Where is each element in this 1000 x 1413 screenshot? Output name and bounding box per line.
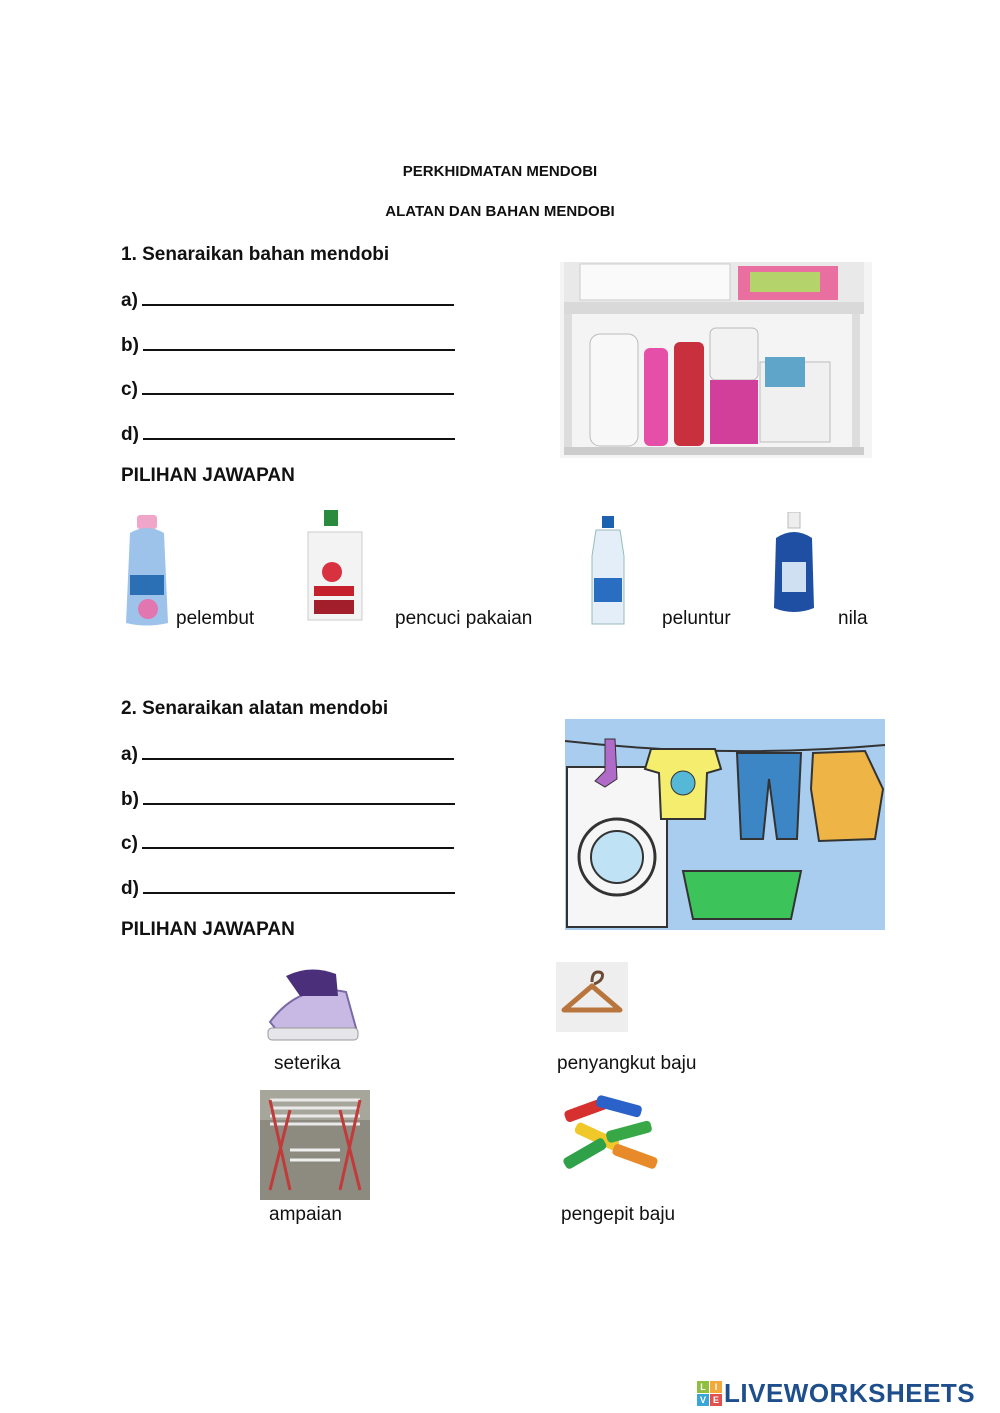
answer-line[interactable]: [143, 787, 455, 805]
laundry-shelf-image: [560, 262, 872, 458]
choice-pencuci-pakaian: pencuci pakaian: [395, 608, 533, 629]
answer-1d[interactable]: [121, 422, 455, 446]
choices-heading-2: PILIHAN JAWAPAN: [121, 919, 295, 940]
answer-line[interactable]: [142, 742, 454, 760]
answer-letter: b): [121, 789, 139, 810]
logo-letter: V: [697, 1394, 709, 1406]
answer-line[interactable]: [142, 288, 454, 306]
choices-heading-1: PILIHAN JAWAPAN: [121, 465, 295, 486]
logo-letter: I: [710, 1381, 722, 1393]
answer-2b[interactable]: [121, 787, 455, 811]
liveworksheets-brand: LIVEWORKSHEETS: [724, 1378, 976, 1408]
answer-letter: c): [121, 379, 138, 400]
choice-pelembut: pelembut: [176, 608, 255, 629]
answer-letter: d): [121, 878, 139, 899]
softener-bottle-icon: [122, 515, 172, 628]
choice-nila: nila: [838, 608, 868, 629]
answer-line[interactable]: [143, 333, 455, 351]
logo-letter: L: [697, 1381, 709, 1393]
logo-letter: E: [710, 1394, 722, 1406]
answer-line[interactable]: [142, 831, 454, 849]
laundry-illustration-image: [565, 719, 885, 930]
question-1-heading: 1. Senaraikan bahan mendobi: [121, 244, 390, 265]
answer-line[interactable]: [143, 876, 455, 894]
bleach-bottle-icon: [588, 516, 628, 628]
choice-ampaian: ampaian: [269, 1204, 342, 1225]
answer-letter: c): [121, 833, 138, 854]
choice-penyangkut-baju: penyangkut baju: [557, 1053, 697, 1074]
answer-1c[interactable]: [121, 377, 454, 401]
answer-letter: d): [121, 424, 139, 445]
worksheet-title: PERKHIDMATAN MENDOBI: [402, 163, 598, 180]
answer-letter: b): [121, 335, 139, 356]
detergent-bottle-icon: [304, 510, 366, 625]
answer-2d[interactable]: [121, 876, 455, 900]
answer-2c[interactable]: [121, 831, 454, 855]
answer-line[interactable]: [142, 377, 454, 395]
bluing-bottle-icon: [770, 512, 818, 616]
liveworksheets-watermark: [697, 1378, 975, 1409]
iron-icon: [260, 962, 360, 1044]
liveworksheets-logo: [697, 1381, 722, 1406]
drying-rack-icon: [260, 1090, 370, 1200]
clothes-pegs-icon: [556, 1092, 664, 1176]
clothes-hanger-icon: [556, 962, 628, 1032]
answer-line[interactable]: [143, 422, 455, 440]
answer-letter: a): [121, 744, 138, 765]
choice-peluntur: peluntur: [662, 608, 731, 629]
question-2-heading: 2. Senaraikan alatan mendobi: [121, 698, 389, 719]
choice-pengepit-baju: pengepit baju: [561, 1204, 676, 1225]
answer-letter: a): [121, 290, 138, 311]
worksheet-subtitle: ALATAN DAN BAHAN MENDOBI: [385, 203, 615, 220]
answer-2a[interactable]: [121, 742, 454, 766]
choice-seterika: seterika: [274, 1053, 341, 1074]
answer-1b[interactable]: [121, 333, 455, 357]
answer-1a[interactable]: [121, 288, 454, 312]
